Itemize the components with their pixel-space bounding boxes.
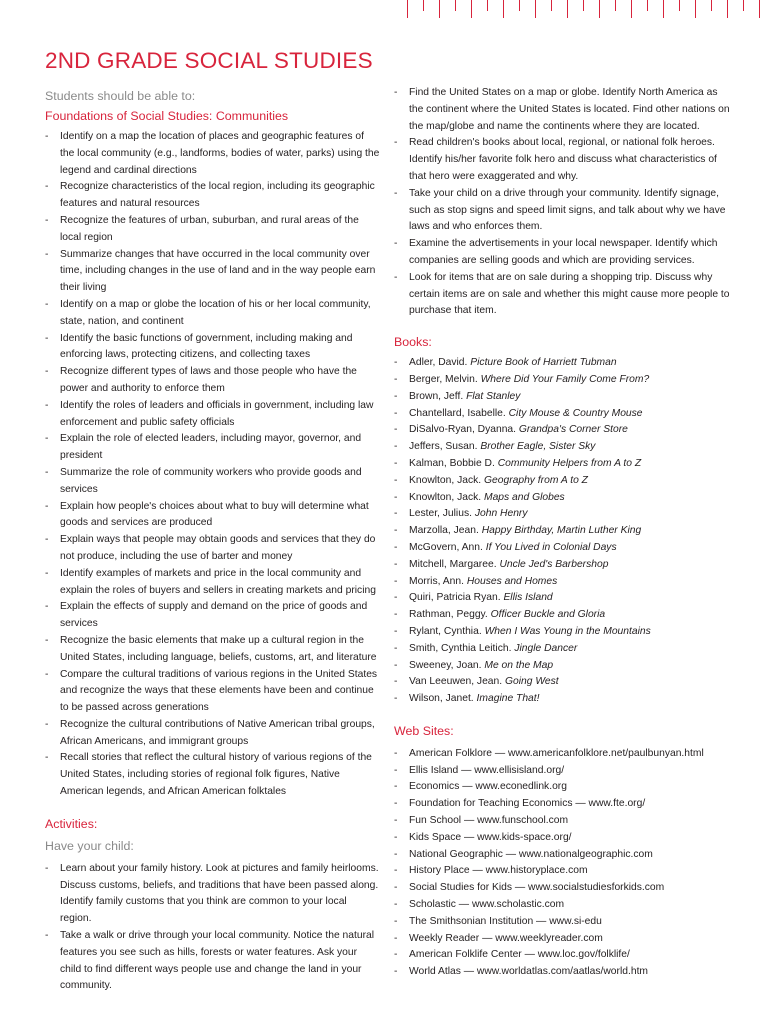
book-item — [394, 590, 730, 607]
book-author: Sweeney, Joan. — [409, 659, 482, 671]
book-title: Happy Birthday, Martin Luther King — [481, 525, 642, 537]
website-item: - Economics — www.econedlink.org — [394, 779, 730, 796]
left-column — [45, 86, 380, 995]
book-author: Rathman, Peggy. — [409, 609, 488, 621]
website-item: - The Smithsonian Institution — www.si-edu — [394, 914, 730, 931]
page-title: 2ND GRADE SOCIAL STUDIES — [45, 48, 373, 73]
foundation-item: - Recognize the features of urban, suburban, and rural areas of the local region — [45, 213, 380, 247]
book-title: Houses and Homes — [466, 575, 558, 587]
ruler-tick — [727, 0, 728, 18]
foundation-item: - Summarize changes that have occurred in the local community over time, including changes in the use of land and in the way people earn their living — [45, 247, 380, 297]
book-item — [394, 439, 730, 456]
ruler-tick — [471, 0, 472, 18]
foundation-item: - Identify on a map the location of places and geographic features of the local community (e.g., landforms, bodies of water, parks) using the legend and cardinal directions — [45, 129, 380, 179]
ruler-tick — [663, 0, 664, 18]
book-author: Lester, Julius. — [409, 508, 472, 520]
book-title: If You Lived in Colonial Days — [485, 541, 617, 553]
book-author: Quiri, Patricia Ryan. — [409, 592, 501, 604]
ruler-tick — [599, 0, 600, 18]
website-item: - Kids Space — www.kids-space.org/ — [394, 830, 730, 847]
foundation-item: - Recognize the cultural contributions of Native American tribal groups, African Americans, and immigrant groups — [45, 717, 380, 751]
book-author: McGovern, Ann. — [409, 541, 483, 553]
books-list — [394, 355, 730, 708]
foundation-item: - Recall stories that reflect the cultural history of various regions of the United States, including stories of regional folk figures, Native American legends, and African American folktales — [45, 750, 380, 800]
ruler-tick — [583, 0, 584, 11]
book-title: Flat Stanley — [466, 390, 521, 402]
book-item — [394, 557, 730, 574]
book-title: When I Was Young in the Mountains — [484, 625, 651, 637]
book-author: Smith, Cynthia Leitich. — [409, 642, 512, 654]
book-author: Van Leeuwen, Jean. — [409, 676, 503, 688]
foundation-item: - Explain the role of elected leaders, including mayor, governor, and president — [45, 431, 380, 465]
book-author: Mitchell, Margaree. — [409, 558, 497, 570]
book-item — [394, 641, 730, 658]
ruler-tick — [407, 0, 408, 18]
website-item: - Social Studies for Kids — www.socialstudiesforkids.com — [394, 880, 730, 897]
foundation-item: - Identify examples of markets and price in the local community and explain the roles of buyers and sellers in creating markets and pricing — [45, 566, 380, 600]
website-item: - Scholastic — www.scholastic.com — [394, 897, 730, 914]
foundation-item: - Compare the cultural traditions of various regions in the United States and recognize the ways that these elements have been and continue to be passed across generations — [45, 667, 380, 717]
ruler-tick — [519, 0, 520, 11]
book-item — [394, 624, 730, 641]
book-item — [394, 691, 730, 708]
book-item — [394, 422, 730, 439]
book-title: Brother Eagle, Sister Sky — [480, 441, 596, 453]
foundation-item: - Recognize characteristics of the local region, including its geographic features and natural resources — [45, 179, 380, 213]
ruler-tick — [615, 0, 616, 11]
activities-list-left — [45, 861, 380, 995]
book-title: Jingle Dancer — [514, 642, 578, 654]
website-item: - Weekly Reader — www.weeklyreader.com — [394, 931, 730, 948]
ruler-tick — [487, 0, 488, 11]
book-title: John Henry — [474, 508, 528, 520]
book-author: Marzolla, Jean. — [409, 525, 479, 537]
activity-item: - Learn about your family history. Look at pictures and family heirlooms. Discuss customs, beliefs, and traditions that have been passed along. Identify family customs that you think are common to your local region. — [45, 861, 380, 928]
book-item — [394, 523, 730, 540]
ruler-decoration — [402, 0, 768, 18]
website-item: - Fun School — www.funschool.com — [394, 813, 730, 830]
activity-item: - Take your child on a drive through your community. Identify signage, such as stop signs and speed limit signs, and talk about why we have laws and who enforces them. — [394, 186, 730, 236]
book-author: Knowlton, Jack. — [409, 474, 482, 486]
book-author: Rylant, Cynthia. — [409, 625, 482, 637]
book-title: Maps and Globes — [484, 491, 565, 503]
ruler-tick — [439, 0, 440, 18]
book-author: Kalman, Bobbie D. — [409, 457, 495, 469]
ruler-tick — [551, 0, 552, 11]
book-author: DiSalvo-Ryan, Dyanna. — [409, 424, 517, 436]
website-item: - History Place — www.historyplace.com — [394, 863, 730, 880]
book-author: Adler, David. — [409, 357, 468, 369]
book-item — [394, 456, 730, 473]
activities-list-right — [394, 85, 730, 320]
ruler-tick — [455, 0, 456, 11]
book-author: Jeffers, Susan. — [409, 441, 478, 453]
book-title: Geography from A to Z — [484, 474, 588, 486]
website-item: - American Folklore — www.americanfolklore.net/paulbunyan.html — [394, 746, 730, 763]
foundations-list — [45, 129, 380, 801]
activity-item: - Look for items that are on sale during a shopping trip. Discuss why certain items are on sale and whether this might cause more people to purchase that item. — [394, 270, 730, 320]
foundation-item: - Recognize the basic elements that make up a cultural region in the United States, including language, beliefs, customs, art, and literature — [45, 633, 380, 667]
activity-item: - Examine the advertisements in your local newspaper. Identify which companies are selling goods and which are providing services. — [394, 236, 730, 270]
book-item — [394, 389, 730, 406]
ruler-tick — [759, 0, 760, 18]
intro-text: Students should be able to: — [45, 89, 196, 103]
book-item — [394, 674, 730, 691]
right-column — [394, 85, 730, 981]
websites-list — [394, 746, 730, 981]
foundation-item: - Explain ways that people may obtain goods and services that they do not produce, including the use of barter and money — [45, 532, 380, 566]
ruler-tick — [695, 0, 696, 18]
ruler-tick — [503, 0, 504, 18]
foundation-item: - Explain how people's choices about what to buy will determine what goods and services are produced — [45, 499, 380, 533]
activity-item: - Read children's books about local, regional, or national folk heroes. Identify his/her favorite folk hero and discuss what characteristics of that hero were exaggerated and why. — [394, 135, 730, 185]
books-heading: Books: — [394, 335, 432, 350]
book-title: Grandpa's Corner Store — [518, 424, 628, 436]
book-title: City Mouse & Country Mouse — [508, 407, 643, 419]
website-item: - Foundation for Teaching Economics — www.fte.org/ — [394, 796, 730, 813]
website-item: - Ellis Island — www.ellisisland.org/ — [394, 763, 730, 780]
book-title: Going West — [505, 676, 559, 688]
website-item: - National Geographic — www.nationalgeographic.com — [394, 847, 730, 864]
book-title: Officer Buckle and Gloria — [490, 609, 606, 621]
book-title: Imagine That! — [476, 693, 540, 705]
book-item — [394, 506, 730, 523]
foundation-item: - Identify the roles of leaders and officials in government, including law enforcement and public safety officials — [45, 398, 380, 432]
book-item — [394, 372, 730, 389]
ruler-tick — [631, 0, 632, 18]
website-item: - World Atlas — www.worldatlas.com/aatlas/world.htm — [394, 964, 730, 981]
book-author: Wilson, Janet. — [409, 693, 474, 705]
foundation-item: - Summarize the role of community workers who provide goods and services — [45, 465, 380, 499]
book-author: Knowlton, Jack. — [409, 491, 482, 503]
book-author: Chantellard, Isabelle. — [409, 407, 506, 419]
ruler-tick — [679, 0, 680, 11]
activities-subheading: Have your child: — [45, 838, 134, 853]
book-item — [394, 540, 730, 557]
book-item — [394, 473, 730, 490]
foundation-item: - Identify on a map or globe the location of his or her local community, state, nation, and continent — [45, 297, 380, 331]
book-title: Community Helpers from A to Z — [497, 457, 642, 469]
book-item — [394, 490, 730, 507]
book-item — [394, 658, 730, 675]
book-title: Ellis Island — [503, 592, 553, 604]
activities-heading: Activities: — [45, 816, 98, 831]
ruler-tick — [567, 0, 568, 18]
activity-item: - Find the United States on a map or globe. Identify North America as the continent where the United States is located. Find other nations on the map/globe and name the continents where they are located. — [394, 85, 730, 135]
book-item — [394, 355, 730, 372]
websites-heading: Web Sites: — [394, 723, 454, 738]
book-item — [394, 607, 730, 624]
book-title: Where Did Your Family Come From? — [480, 373, 650, 385]
ruler-tick — [711, 0, 712, 11]
foundation-item: - Explain the effects of supply and demand on the price of goods and services — [45, 599, 380, 633]
book-title: Picture Book of Harriett Tubman — [470, 357, 617, 369]
foundation-item: - Recognize different types of laws and those people who have the power and authority to enforce them — [45, 364, 380, 398]
ruler-tick — [535, 0, 536, 18]
ruler-tick — [423, 0, 424, 11]
foundation-item: - Identify the basic functions of government, including making and enforcing laws, protecting citizens, and collecting taxes — [45, 331, 380, 365]
book-author: Berger, Melvin. — [409, 373, 478, 385]
website-item: - American Folklife Center — www.loc.gov/folklife/ — [394, 947, 730, 964]
ruler-tick — [647, 0, 648, 11]
ruler-tick — [743, 0, 744, 11]
book-author: Brown, Jeff. — [409, 390, 464, 402]
foundations-heading: Foundations of Social Studies: Communities — [45, 109, 289, 123]
book-title: Me on the Map — [484, 659, 554, 671]
activity-item: - Take a walk or drive through your local community. Notice the natural features you see such as hills, forests or water features. Ask your child to find different ways people use and change the land in your community. — [45, 928, 380, 995]
book-item — [394, 406, 730, 423]
book-author: Morris, Ann. — [409, 575, 464, 587]
book-item — [394, 574, 730, 591]
book-title: Uncle Jed's Barbershop — [499, 558, 609, 570]
